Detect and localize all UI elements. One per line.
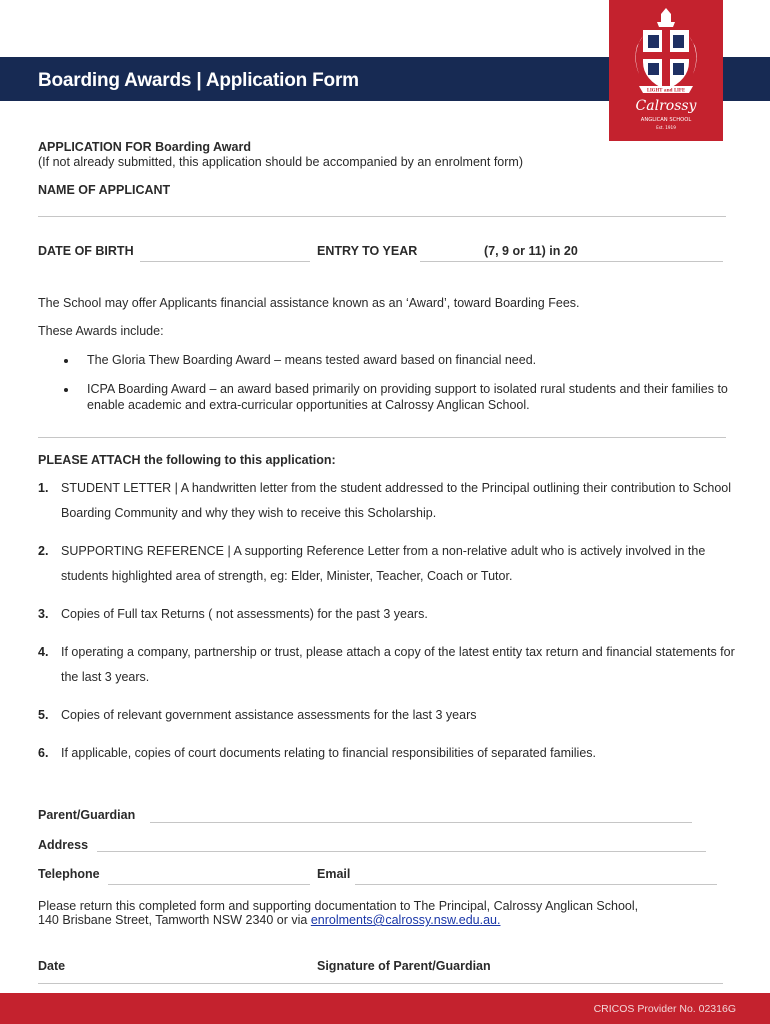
application-heading: APPLICATION FOR Boarding Award [38, 140, 251, 154]
email-label: Email [317, 867, 351, 881]
list-number: 3. [38, 607, 49, 621]
return-address-text: 140 Brisbane Street, Tamworth NSW 2340 or via [38, 913, 311, 927]
return-address [38, 913, 500, 927]
dob-field[interactable] [140, 261, 310, 262]
name-label: NAME OF APPLICANT [38, 183, 171, 197]
attach-item-tax-returns: Copies of Full tax Returns ( not assessments) for the past 3 years. [61, 607, 428, 621]
application-note: (If not already submitted, this application should be accompanied by an enrolment form) [38, 155, 523, 169]
list-number: 1. [38, 481, 49, 495]
attach-item-reference: SUPPORTING REFERENCE | A supporting Reference Letter from a non-relative adult who is actively involved in the [61, 544, 706, 558]
award-item-icpa: ICPA Boarding Award – an award based primarily on providing support to isolated rural students and their families to [87, 382, 728, 396]
logo-name: Calrossy [635, 98, 697, 114]
attach-heading: PLEASE ATTACH the following to this application: [38, 453, 336, 467]
list-number: 5. [38, 708, 49, 722]
attach-item-student-letter-cont: Boarding Community and why they wish to receive this Scholarship. [61, 506, 437, 520]
list-number: 4. [38, 645, 49, 659]
attach-item-government: Copies of relevant government assistance assessments for the last 3 years [61, 708, 477, 722]
attach-item-court: If applicable, copies of court documents relating to financial responsibilities of separated families. [61, 746, 597, 760]
list-number: 6. [38, 746, 49, 760]
entry-year-field[interactable] [420, 261, 723, 262]
email-field[interactable] [355, 884, 717, 885]
bullet-icon [64, 388, 68, 392]
award-item-gloria-thew: The Gloria Thew Boarding Award – means tested award based on financial need. [87, 353, 537, 367]
bullet-icon [64, 359, 68, 363]
logo-subtitle: ANGLICAN SCHOOL [640, 117, 692, 123]
enrolments-email-link[interactable]: enrolments@calrossy.nsw.edu.au. [310, 913, 501, 927]
signature-label: Signature of Parent/Guardian [317, 959, 491, 973]
parent-guardian-label: Parent/Guardian [38, 808, 136, 822]
attach-item-company: If operating a company, partnership or trust, please attach a copy of the latest entity tax return and financial statements for [61, 645, 735, 659]
entry-year-options: (7, 9 or 11) in 20 [484, 244, 578, 258]
attach-item-student-letter: STUDENT LETTER | A handwritten letter from the student addressed to the Principal outlining their contribution to School [61, 481, 732, 495]
entry-year-label: ENTRY TO YEAR [317, 244, 418, 258]
parent-guardian-field[interactable] [150, 822, 692, 823]
awards-include: These Awards include: [38, 324, 164, 338]
list-number: 2. [38, 544, 49, 558]
date-label: Date [38, 959, 66, 973]
telephone-label: Telephone [38, 867, 100, 881]
address-field[interactable] [97, 851, 706, 852]
address-label: Address [38, 838, 89, 852]
signature-field[interactable] [38, 983, 723, 984]
attach-item-reference-cont: students highlighted area of strength, eg: Elder, Minister, Teacher, Coach or Tutor. [61, 569, 513, 583]
logo-established: Est. 1919 [656, 125, 676, 130]
school-crest-icon [609, 0, 723, 141]
telephone-field[interactable] [108, 884, 310, 885]
attach-item-company-cont: the last 3 years. [61, 670, 150, 684]
logo-motto: LIGHT and LIFE [646, 87, 686, 93]
cricos-provider: CRICOS Provider No. 02316G [593, 1003, 736, 1015]
return-instructions: Please return this completed form and supporting documentation to The Principal, Calrossy Anglican School, [38, 899, 639, 913]
section-divider [38, 437, 726, 438]
dob-label: DATE OF BIRTH [38, 244, 134, 258]
page-title: Boarding Awards | Application Form [38, 70, 359, 91]
awards-intro: The School may offer Applicants financial assistance known as an ‘Award’, toward Boarding Fees. [38, 296, 580, 310]
footer-bar [0, 993, 770, 1024]
name-field[interactable] [38, 216, 726, 217]
school-logo [609, 0, 723, 141]
award-item-icpa-cont: enable academic and extra-curricular opportunities at Calrossy Anglican School. [87, 398, 530, 412]
